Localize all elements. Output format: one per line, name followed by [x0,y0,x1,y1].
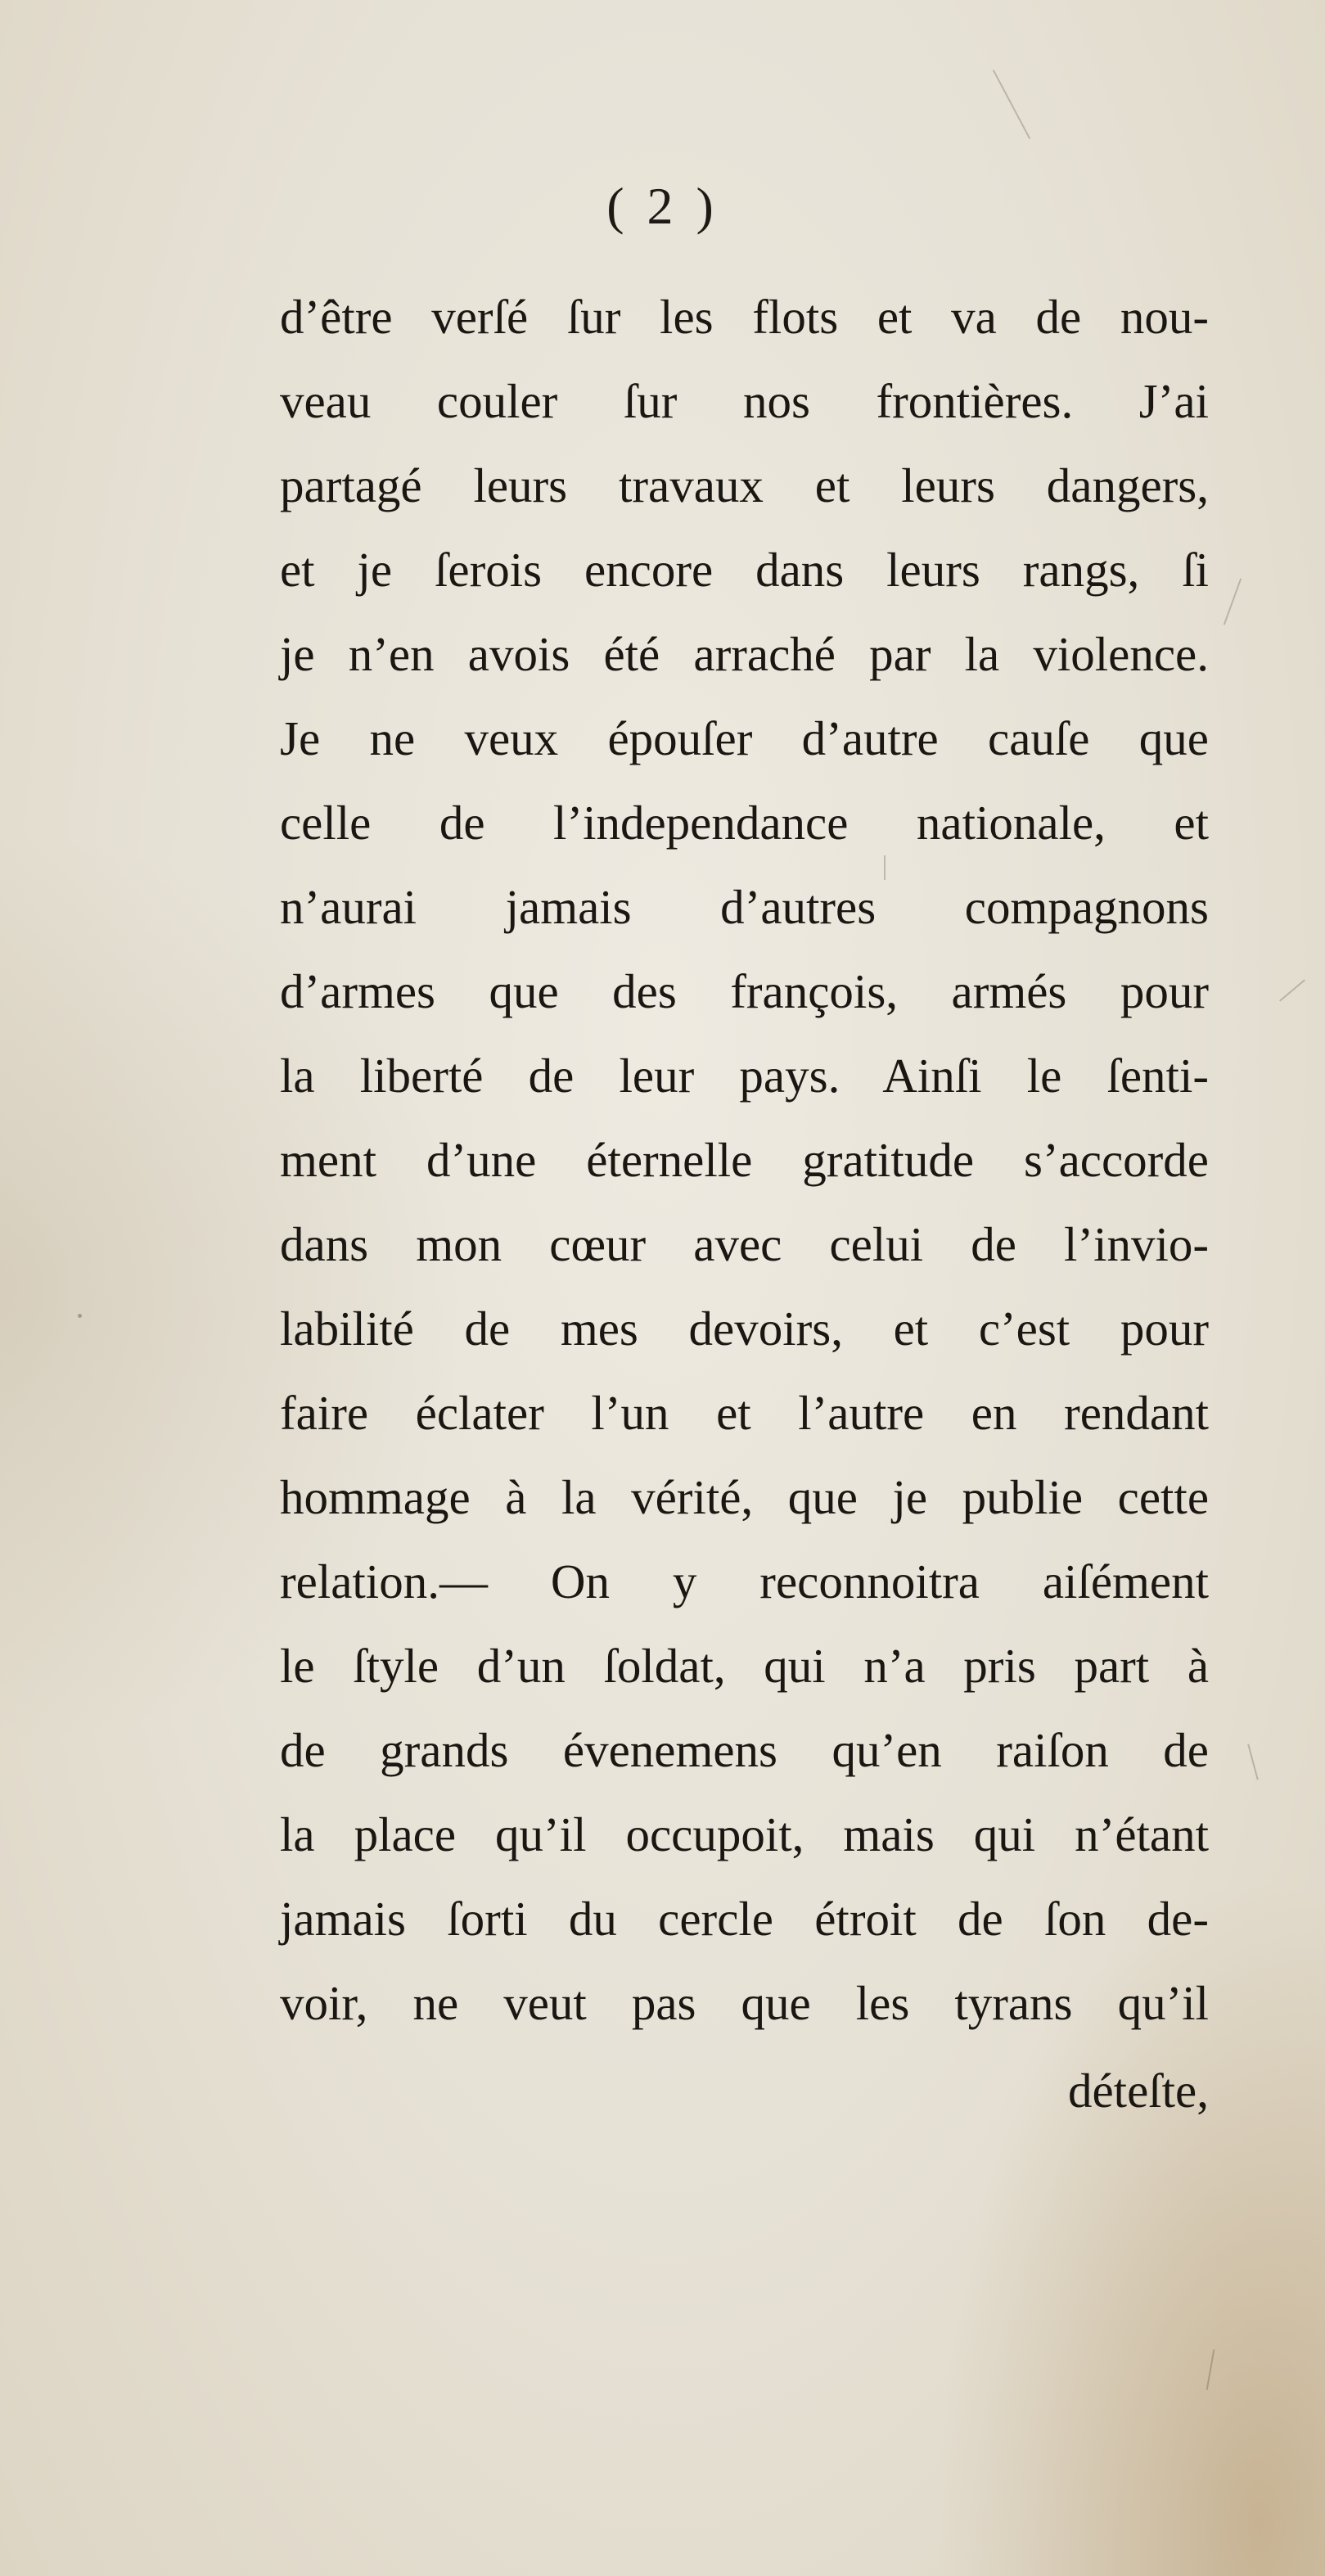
text-line: jamais ſorti du cercle étroit de ſon de- [280,1892,1209,1946]
text-line: faire éclater l’un et l’autre en rendant [280,1386,1209,1440]
text-line: celle de l’independance nationale, et [280,796,1209,850]
text-line: relation.— On y reconnoitra aiſément [280,1554,1209,1608]
text-line: Je ne veux épouſer d’autre cauſe que [280,711,1209,765]
text-line: le ſtyle d’un ſoldat, qui n’a pris part à [280,1639,1209,1693]
text-line: voir, ne veut pas que les tyrans qu’il [280,1976,1209,2030]
paper-fiber [993,70,1030,139]
text-line: dans mon cœur avec celui de l’invio- [280,1217,1209,1271]
text-line: d’armes que des françois, armés pour [280,964,1209,1018]
paper-fiber [1247,1744,1259,1780]
text-line: et je ſerois encore dans leurs rangs, ſi [280,543,1209,597]
paper-speck [78,1314,82,1318]
text-line: labilité de mes devoirs, et c’est pour [280,1302,1209,1356]
body-text [280,275,1209,2133]
paper-fiber [1224,578,1242,625]
text-line: je n’en avois été arraché par la violence. [280,627,1209,681]
text-line: n’aurai jamais d’autres compagnons [280,880,1209,934]
text-line: la liberté de leur pays. Ainſi le ſenti- [280,1049,1209,1103]
page-number: ( 2 ) [606,177,719,235]
text-line: veau couler ſur nos frontières. J’ai [280,374,1209,428]
paper-fiber [1206,2349,1215,2390]
text-line: ment d’une éternelle gratitude s’accorde [280,1133,1209,1187]
text-line: la place qu’il occupoit, mais qui n’étant [280,1807,1209,1861]
text-line: de grands évenemens qu’en raiſon de [280,1723,1209,1777]
text-line: hommage à la vérité, que je publie cette [280,1470,1209,1524]
catchword: déteſte, [1068,2064,1209,2118]
text-line: partagé leurs travaux et leurs dangers, [280,458,1209,512]
paper-fiber [1279,979,1305,1001]
text-line: d’être verſé ſur les flots et va de nou- [280,290,1209,344]
